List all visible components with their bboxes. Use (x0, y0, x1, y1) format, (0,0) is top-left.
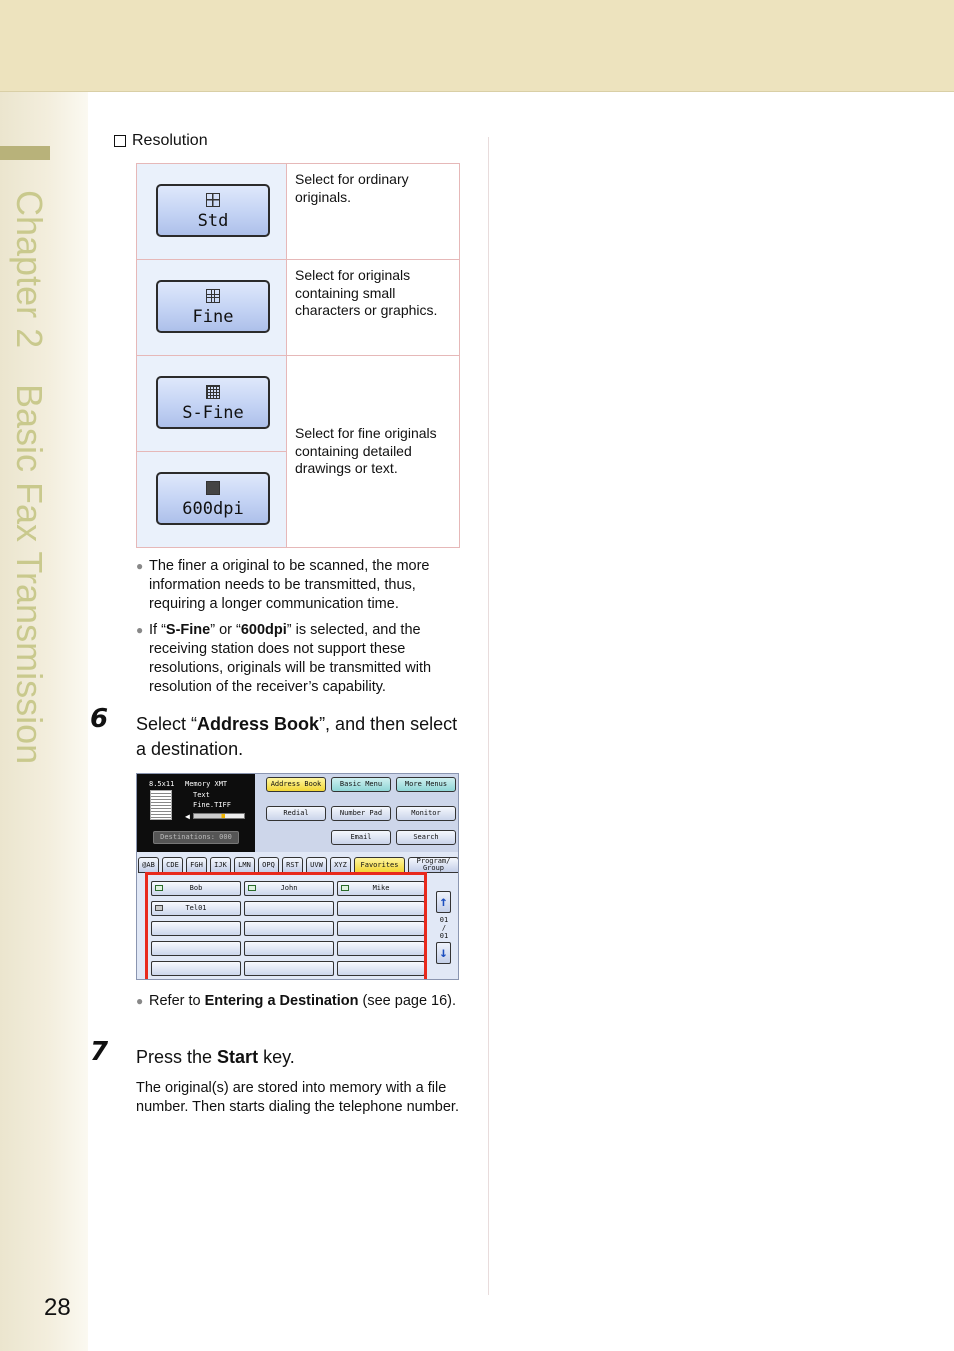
address-entry-john[interactable]: John (244, 881, 334, 896)
column-divider (488, 137, 489, 1295)
email-button[interactable]: Email (331, 830, 391, 845)
std-description: Select for ordinary originals. (287, 164, 460, 260)
section-title: Resolution (132, 132, 208, 149)
step-instruction: Press the Start key. (136, 1047, 295, 1067)
tab-program-group[interactable]: Program/ Group (408, 857, 459, 873)
tab-opq[interactable]: OPQ (258, 857, 279, 873)
resolution-cell-fine (137, 260, 287, 356)
step-instruction: Select “Address Book”, and then select a destination. (136, 714, 458, 759)
chapter-tab-marker (0, 146, 50, 160)
tab-rst[interactable]: RST (282, 857, 303, 873)
more-menus-button[interactable]: More Menus (396, 777, 456, 792)
600dpi-button[interactable] (156, 472, 270, 525)
600dpi-button-label: 600dpi (182, 499, 244, 519)
monitor-button[interactable]: Monitor (396, 806, 456, 821)
note-item (136, 557, 464, 614)
volume-slider[interactable] (193, 813, 245, 819)
step-number: 7 (90, 1037, 109, 1067)
chapter-name: Basic Fax Transmission (9, 384, 50, 765)
tab-ijk[interactable]: IJK (210, 857, 231, 873)
notes-list (136, 557, 464, 704)
scroll-up-button[interactable]: ↑ (436, 891, 451, 913)
tab-cde[interactable]: CDE (162, 857, 183, 873)
tab-uvw[interactable]: UVW (306, 857, 327, 873)
std-button-label: Std (197, 211, 229, 231)
grid-superfine-icon (206, 385, 220, 399)
address-entry-tel01[interactable]: Tel01 (151, 901, 241, 916)
header-band (0, 0, 954, 92)
search-button[interactable]: Search (396, 830, 456, 845)
basic-menu-button[interactable]: Basic Menu (331, 777, 391, 792)
scan-mode: Text (193, 791, 210, 799)
checkbox-icon (114, 135, 126, 147)
grid-fine-icon (206, 289, 220, 303)
notes-list-2 (136, 992, 464, 1018)
chapter-title (6, 190, 50, 830)
chapter-label: Chapter 2 (9, 190, 50, 349)
selection-highlight (145, 872, 427, 980)
address-book-button[interactable]: Address Book (266, 777, 326, 792)
scroll-down-button[interactable]: ↓ (436, 942, 451, 964)
page-indicator: 01 / 01 (439, 916, 449, 940)
tab-favorites[interactable]: Favorites (354, 857, 405, 873)
address-book-screen (136, 773, 459, 980)
note-item (136, 992, 464, 1011)
step-body-text: The original(s) are stored into memory with a file number. Then starts dialing the telephone number. (136, 1080, 459, 1115)
memory-mode: Memory XMT (185, 780, 228, 788)
speaker-icon: ◀ (185, 812, 190, 821)
solid-square-icon (206, 481, 220, 495)
resolution-cell-sfine (137, 356, 287, 452)
fine-button-label: Fine (192, 307, 234, 327)
destinations-counter: Destinations: 000 (153, 831, 239, 844)
address-entry-bob[interactable]: Bob (151, 881, 241, 896)
fine-description: Select for originals containing small characters or graphics. (287, 260, 460, 356)
resolution-cell-std (137, 164, 287, 260)
note-item (136, 621, 464, 697)
note-text: If “S-Fine” or “600dpi” is selected, and the receiving station does not support these resolutions, originals will be transmitted with resolution of the receiver’s capability. (149, 622, 432, 695)
section-heading (114, 132, 208, 150)
s-fine-600dpi-description: Select for fine originals containing detailed drawings or text. (287, 356, 460, 548)
redial-button[interactable]: Redial (266, 806, 326, 821)
address-entry-mike[interactable]: Mike (337, 881, 425, 896)
tab-fgh[interactable]: FGH (186, 857, 207, 873)
bullet-dot-icon: ● (136, 994, 144, 1008)
bullet-dot-icon: ● (136, 623, 144, 637)
note-text: The finer a original to be scanned, the more information needs to be transmitted, thus, requiring a longer communication time. (149, 558, 430, 612)
resolution-cell-600dpi (137, 452, 287, 548)
number-pad-button[interactable]: Number Pad (331, 806, 391, 821)
grid-coarse-icon (206, 193, 220, 207)
s-fine-button[interactable] (156, 376, 270, 429)
scan-quality: Fine.TIFF (193, 801, 231, 809)
tab-xyz[interactable]: XYZ (330, 857, 351, 873)
bullet-dot-icon: ● (136, 559, 144, 573)
page-number: 28 (44, 1294, 71, 1321)
fine-button[interactable] (156, 280, 270, 333)
note-text: Refer to Entering a Destination (see page 16). (149, 993, 457, 1009)
tab-lmn[interactable]: LMN (234, 857, 255, 873)
document-icon (150, 790, 172, 820)
status-panel (137, 774, 255, 852)
resolution-table (136, 163, 460, 548)
std-button[interactable] (156, 184, 270, 237)
step-number: 6 (90, 704, 109, 734)
tab-ab[interactable]: @AB (138, 857, 159, 873)
paper-size: 8.5x11 (149, 780, 175, 788)
s-fine-button-label: S-Fine (182, 403, 244, 423)
